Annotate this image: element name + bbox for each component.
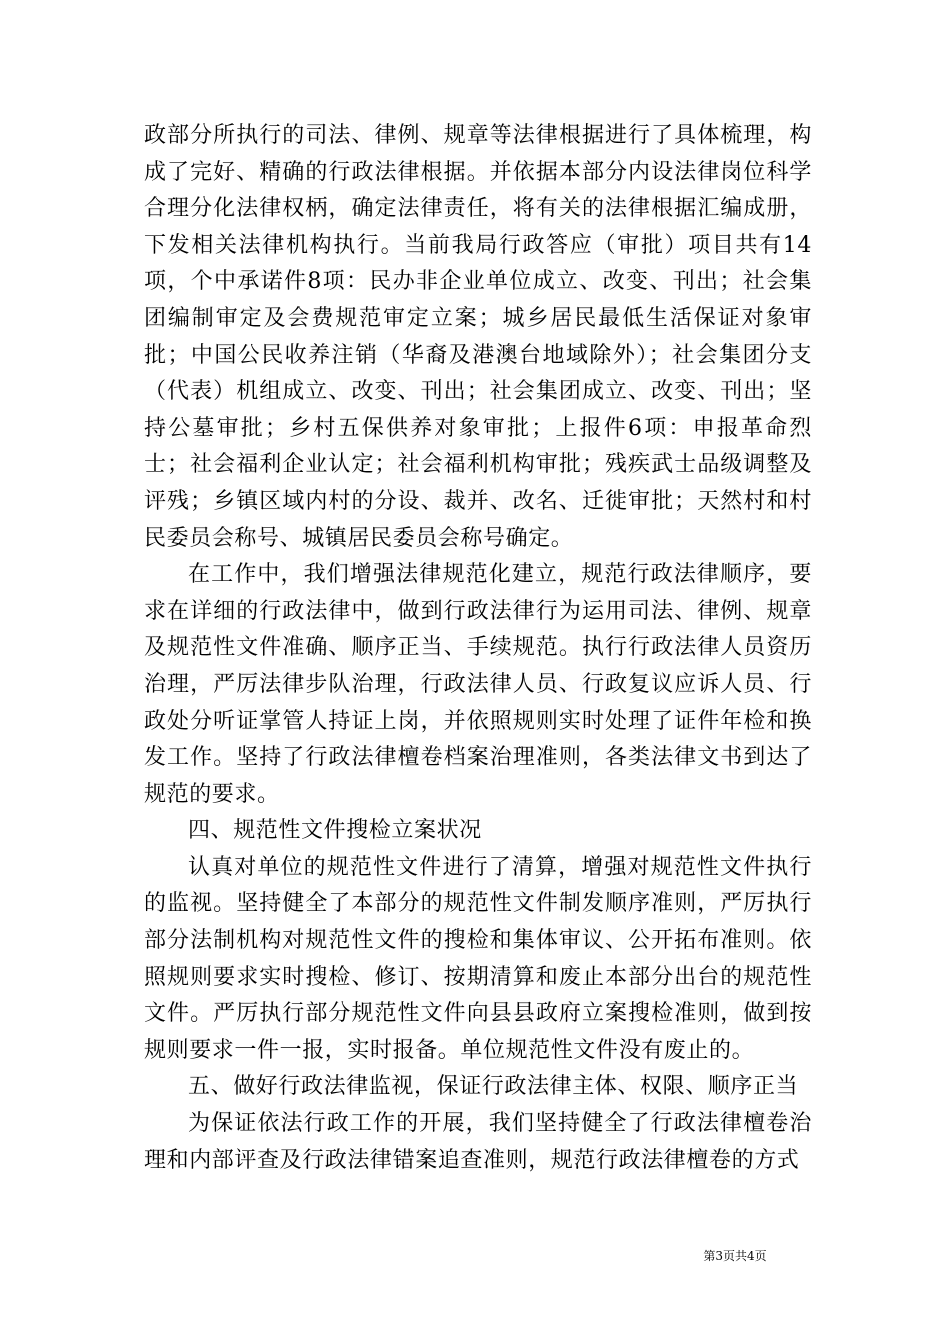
paragraph-4: 为保证依法行政工作的开展，我们坚持健全了行政法律檀卷治理和内部评查及行政法律错案追查准则，规范行政法律檀卷的方式 [144, 1111, 812, 1173]
page-number-footer: 第3页共4页 [703, 1249, 767, 1263]
section-heading-4: 四、规范性文件搜检立案状况 [188, 818, 482, 844]
paragraph-1: 政部分所执行的司法、律例、规章等法律根据进行了具体梳理，构成了完好、精确的行政法律根据。并依据本部分内设法律岗位科学合理分化法律权柄，确定法律责任，将有关的法律根据汇编成册，下发相关法律机构执行。当前我局行政答应（审批）项目共有14项，个中承诺件8项：民办非企业单位成立、改变、刊出；社会集团编制审定及会费规范审定立案；城乡居民最低生活保证对象审批；中国公民收养注销（华裔及港澳台地域除外）；社会集团分支（代表）机组成立、改变、刊出；社会集团成立、改变、刊出；坚持公墓审批；乡村五保供养对象审批；上报件6项：申报革命烈士；社会福利企业认定；社会福利机构审批；残疾武士品级调整及评残；乡镇区域内村的分设、裁并、改名、迁徙审批；天然村和村民委员会称号、城镇居民委员会称号确定。 [144, 123, 812, 551]
document-body [144, 118, 812, 1179]
section-heading-5: 五、做好行政法律监视，保证行政法律主体、权限、顺序正当 [188, 1074, 799, 1100]
paragraph-3: 认真对单位的规范性文件进行了清算，增强对规范性文件执行的监视。坚持健全了本部分的规范性文件制发顺序准则，严厉执行部分法制机构对规范性文件的搜检和集体审议、公开拓布准则。依照规则要求实时搜检、修订、按期清算和废止本部分出台的规范性文件。严厉执行部分规范性文件向县县政府立案搜检准则，做到按规则要求一件一报，实时报备。单位规范性文件没有废止的。 [144, 854, 812, 1063]
paragraph-2: 在工作中，我们增强法律规范化建立，规范行政法律顺序，要求在详细的行政法律中，做到行政法律行为运用司法、律例、规章及规范性文件准确、顺序正当、手续规范。执行行政法律人员资历治理，严厉法律步队治理，行政法律人员、行政复议应诉人员、行政处分听证掌管人持证上岗，并依照规则实时处理了证件年检和换发工作。坚持了行政法律檀卷档案治理准则，各类法律文书到达了规范的要求。 [144, 562, 812, 807]
